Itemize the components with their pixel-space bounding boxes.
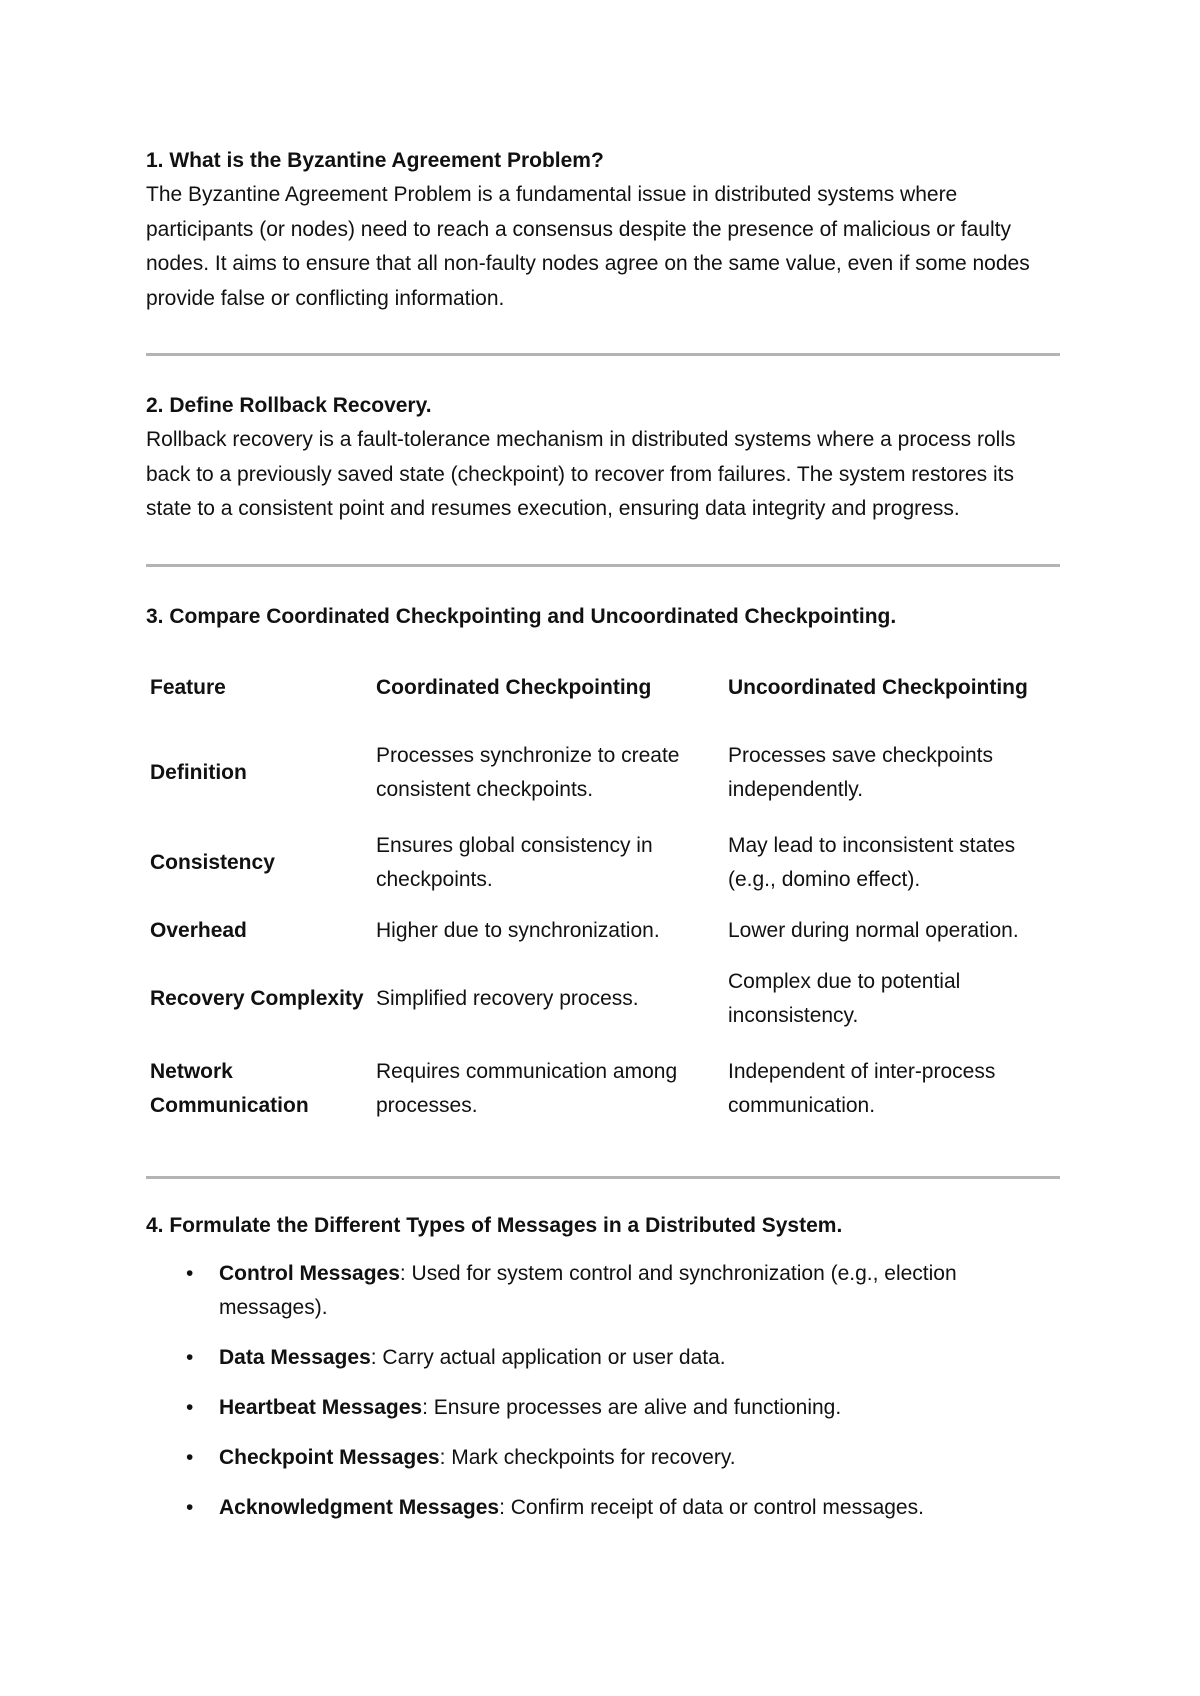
section-4-title: 4. Formulate the Different Types of Messages in a Distributed System. [146, 1213, 843, 1237]
list-item-term: Control Messages [219, 1261, 400, 1285]
bullet-icon: • [186, 1445, 194, 1469]
section-3-title: 3. Compare Coordinated Checkpointing and Uncoordinated Checkpointing. [146, 604, 897, 628]
list-item-desc: : Confirm receipt of data or control messages. [499, 1495, 924, 1519]
table-cell-feature: Network Communication [150, 1059, 309, 1117]
comparison-table [146, 648, 1064, 1134]
table-cell: Simplified recovery process. [376, 986, 639, 1010]
table-header-cell: Coordinated Checkpointing [376, 675, 652, 699]
section-2-title: 2. Define Rollback Recovery. [146, 394, 432, 417]
list-item [146, 1341, 1060, 1375]
list-item [146, 1391, 1060, 1425]
table-cell: Processes save checkpoints independently. [728, 743, 993, 801]
bullet-icon: • [186, 1345, 194, 1369]
table-cell: Complex due to potential inconsistency. [728, 969, 961, 1027]
list-item-desc: : Ensure processes are alive and functioning. [422, 1395, 842, 1419]
table-row [146, 954, 1064, 1044]
list-item-term: Data Messages [219, 1345, 371, 1369]
table-cell: Higher due to synchronization. [376, 918, 660, 942]
table-cell-feature: Recovery Complexity [150, 986, 364, 1010]
table-cell: Lower during normal operation. [728, 918, 1019, 942]
section-2-body: Rollback recovery is a fault-tolerance mechanism in distributed systems where a process rolls back to a previously saved state (checkpoint) to recover from failures. The system restores its state to a consistent point and resumes execution, ensuring data integrity and progress. [146, 428, 1016, 520]
list-item-term: Heartbeat Messages [219, 1395, 423, 1419]
table-row [146, 1044, 1064, 1134]
bullet-icon: • [186, 1395, 194, 1419]
table-header-cell: Uncoordinated Checkpointing [728, 675, 1028, 699]
message-types-list [146, 1257, 1060, 1525]
list-item-term: Acknowledgment Messages [219, 1495, 500, 1519]
table-header-row [146, 648, 1064, 728]
table-row [146, 728, 1064, 818]
table-cell-feature: Definition [150, 760, 247, 784]
table-cell-feature: Overhead [150, 918, 247, 942]
list-item-desc: : Mark checkpoints for recovery. [439, 1445, 736, 1469]
table-header-cell: Feature [150, 675, 226, 699]
table-cell: Independent of inter-process communication. [728, 1059, 996, 1117]
table-cell: Ensures global consistency in checkpoints. [376, 833, 653, 891]
list-item-term: Checkpoint Messages [219, 1445, 440, 1469]
document-page [146, 144, 1060, 1541]
divider [146, 353, 1060, 356]
divider [146, 564, 1060, 567]
section-1-body: The Byzantine Agreement Problem is a fundamental issue in distributed systems where participants (or nodes) need to reach a consensus despite the presence of malicious or faulty nodes. It aims to ensure that all non-faulty nodes agree on the same value, even if some nodes provide false or conflicting information. [146, 183, 1030, 310]
list-item [146, 1491, 1060, 1525]
table-row [146, 908, 1064, 954]
list-item [146, 1441, 1060, 1475]
list-item-desc: : Used for system control and synchronization (e.g., election messages). [219, 1261, 957, 1319]
table-cell: Processes synchronize to create consistent checkpoints. [376, 743, 680, 801]
section-1-title: 1. What is the Byzantine Agreement Problem? [146, 149, 604, 172]
bullet-icon: • [186, 1495, 194, 1519]
divider [146, 1176, 1060, 1179]
table-row [146, 818, 1064, 908]
list-item [146, 1257, 1060, 1325]
list-item-desc: : Carry actual application or user data. [370, 1345, 726, 1369]
table-cell: Requires communication among processes. [376, 1059, 678, 1117]
table-cell: May lead to inconsistent states (e.g., domino effect). [728, 833, 1016, 891]
bullet-icon: • [186, 1261, 194, 1285]
table-cell-feature: Consistency [150, 850, 275, 874]
